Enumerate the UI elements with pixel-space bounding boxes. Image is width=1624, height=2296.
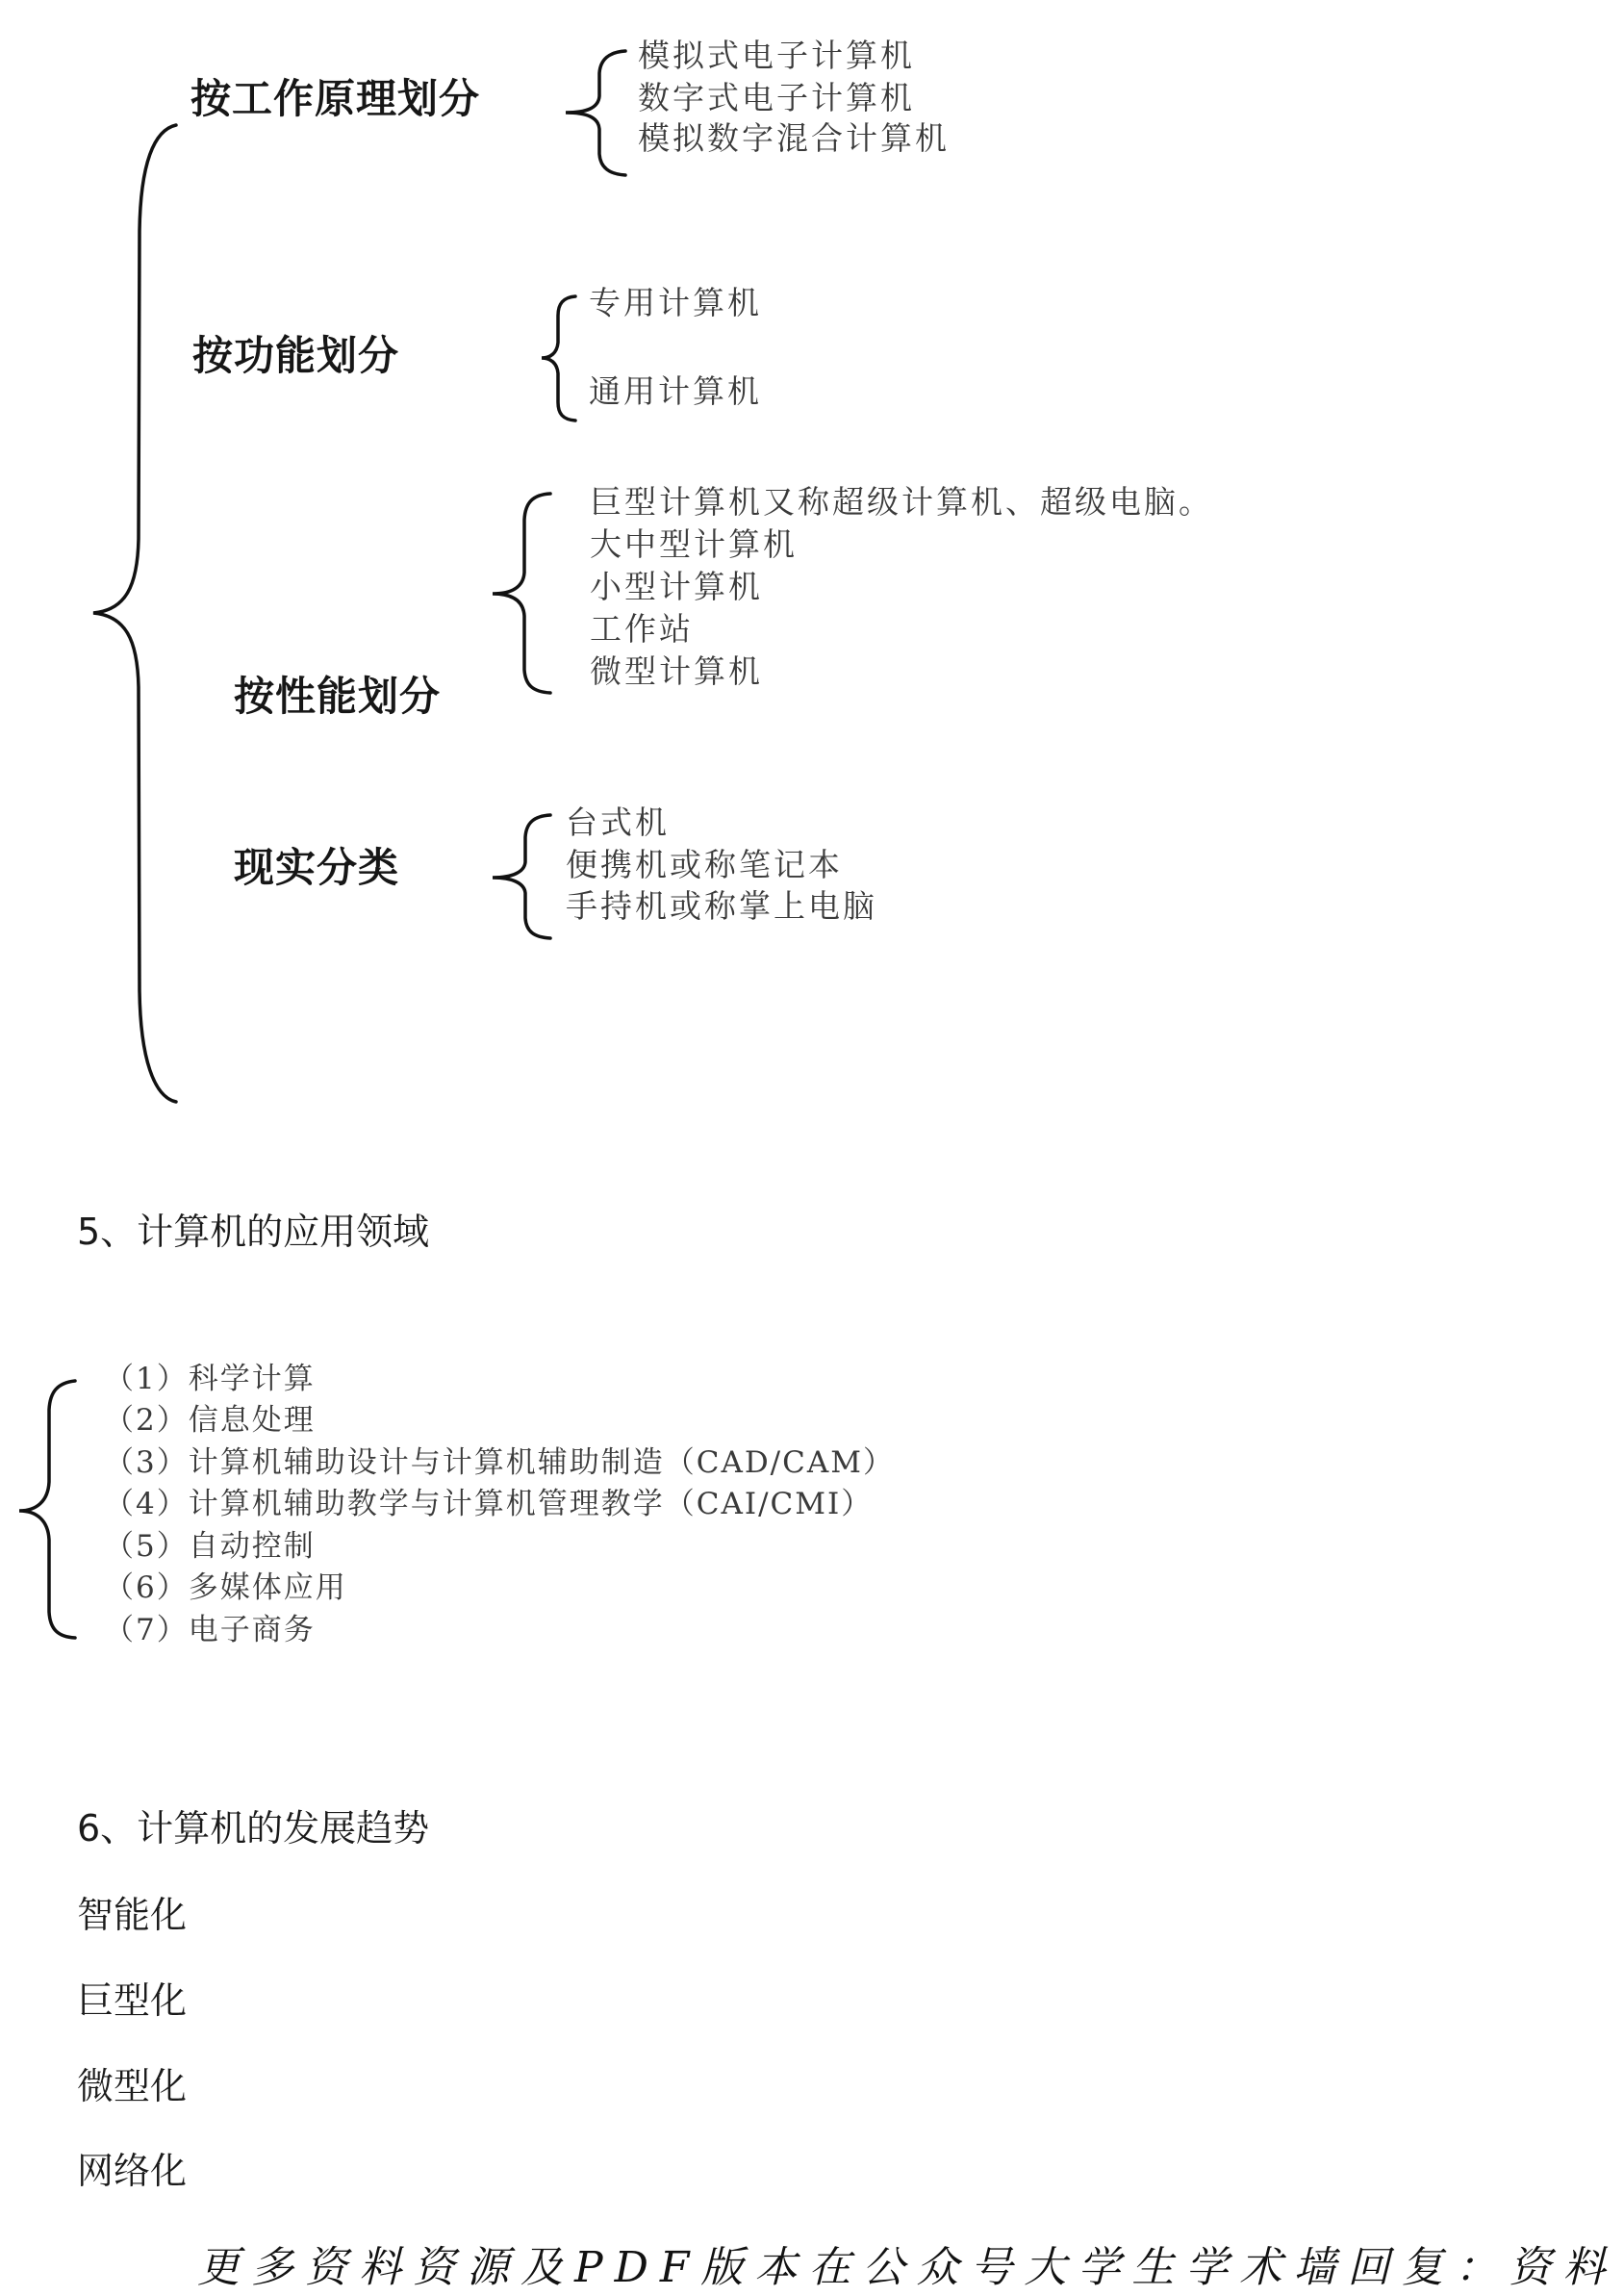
application-item: （5）自动控制 (104, 1529, 316, 1564)
section-heading-applications: 5、计算机的应用领域 (77, 1211, 430, 1253)
brace-icon-applications (19, 1381, 75, 1638)
category-item: 台式机 (566, 804, 670, 841)
trend-item-clipped: 网络化 (77, 2150, 188, 2192)
category-item: 手持机或称掌上电脑 (566, 887, 877, 925)
category-item: 模拟式电子计算机 (638, 37, 915, 74)
outer-brace-icon (93, 125, 176, 1102)
category-title-principle: 按工作原理划分 (190, 75, 481, 122)
application-item: （3）计算机辅助设计与计算机辅助制造（CAD/CAM） (104, 1445, 895, 1480)
category-item: 工作站 (590, 610, 694, 648)
trend-item: 智能化 (77, 1894, 188, 1936)
category-item: 小型计算机 (590, 568, 763, 605)
brace-icon-practical (493, 815, 550, 938)
application-item: （6）多媒体应用 (104, 1570, 347, 1605)
category-item: 数字式电子计算机 (638, 79, 915, 116)
category-title-performance: 按性能划分 (234, 673, 442, 720)
category-title-function: 按功能划分 (192, 332, 400, 379)
trend-item: 微型化 (77, 2065, 188, 2107)
category-item: 通用计算机 (589, 372, 762, 410)
brace-icon-performance (493, 494, 550, 693)
application-item: （2）信息处理 (104, 1403, 316, 1438)
category-item: 模拟数字混合计算机 (638, 119, 950, 157)
brace-icon-principle (566, 51, 625, 175)
brace-icon-function (542, 296, 575, 421)
category-title-practical: 现实分类 (234, 844, 400, 891)
category-item: 便携机或称笔记本 (566, 846, 843, 883)
application-item: （7）电子商务 (104, 1613, 316, 1647)
section-heading-trends: 6、计算机的发展趋势 (77, 1807, 430, 1850)
category-item: 巨型计算机又称超级计算机、超级电脑。 (590, 483, 1213, 521)
category-item: 微型计算机 (590, 652, 763, 690)
footer-note: 更多资料资源及PDF版本在公众号大学生学术墙回复：资料 (197, 2243, 1617, 2292)
application-item: （1）科学计算 (104, 1362, 316, 1396)
application-item: （4）计算机辅助教学与计算机管理教学（CAI/CMI） (104, 1487, 874, 1521)
category-item: 大中型计算机 (590, 525, 798, 563)
category-item: 专用计算机 (589, 284, 762, 321)
trend-item: 巨型化 (77, 1979, 188, 2022)
